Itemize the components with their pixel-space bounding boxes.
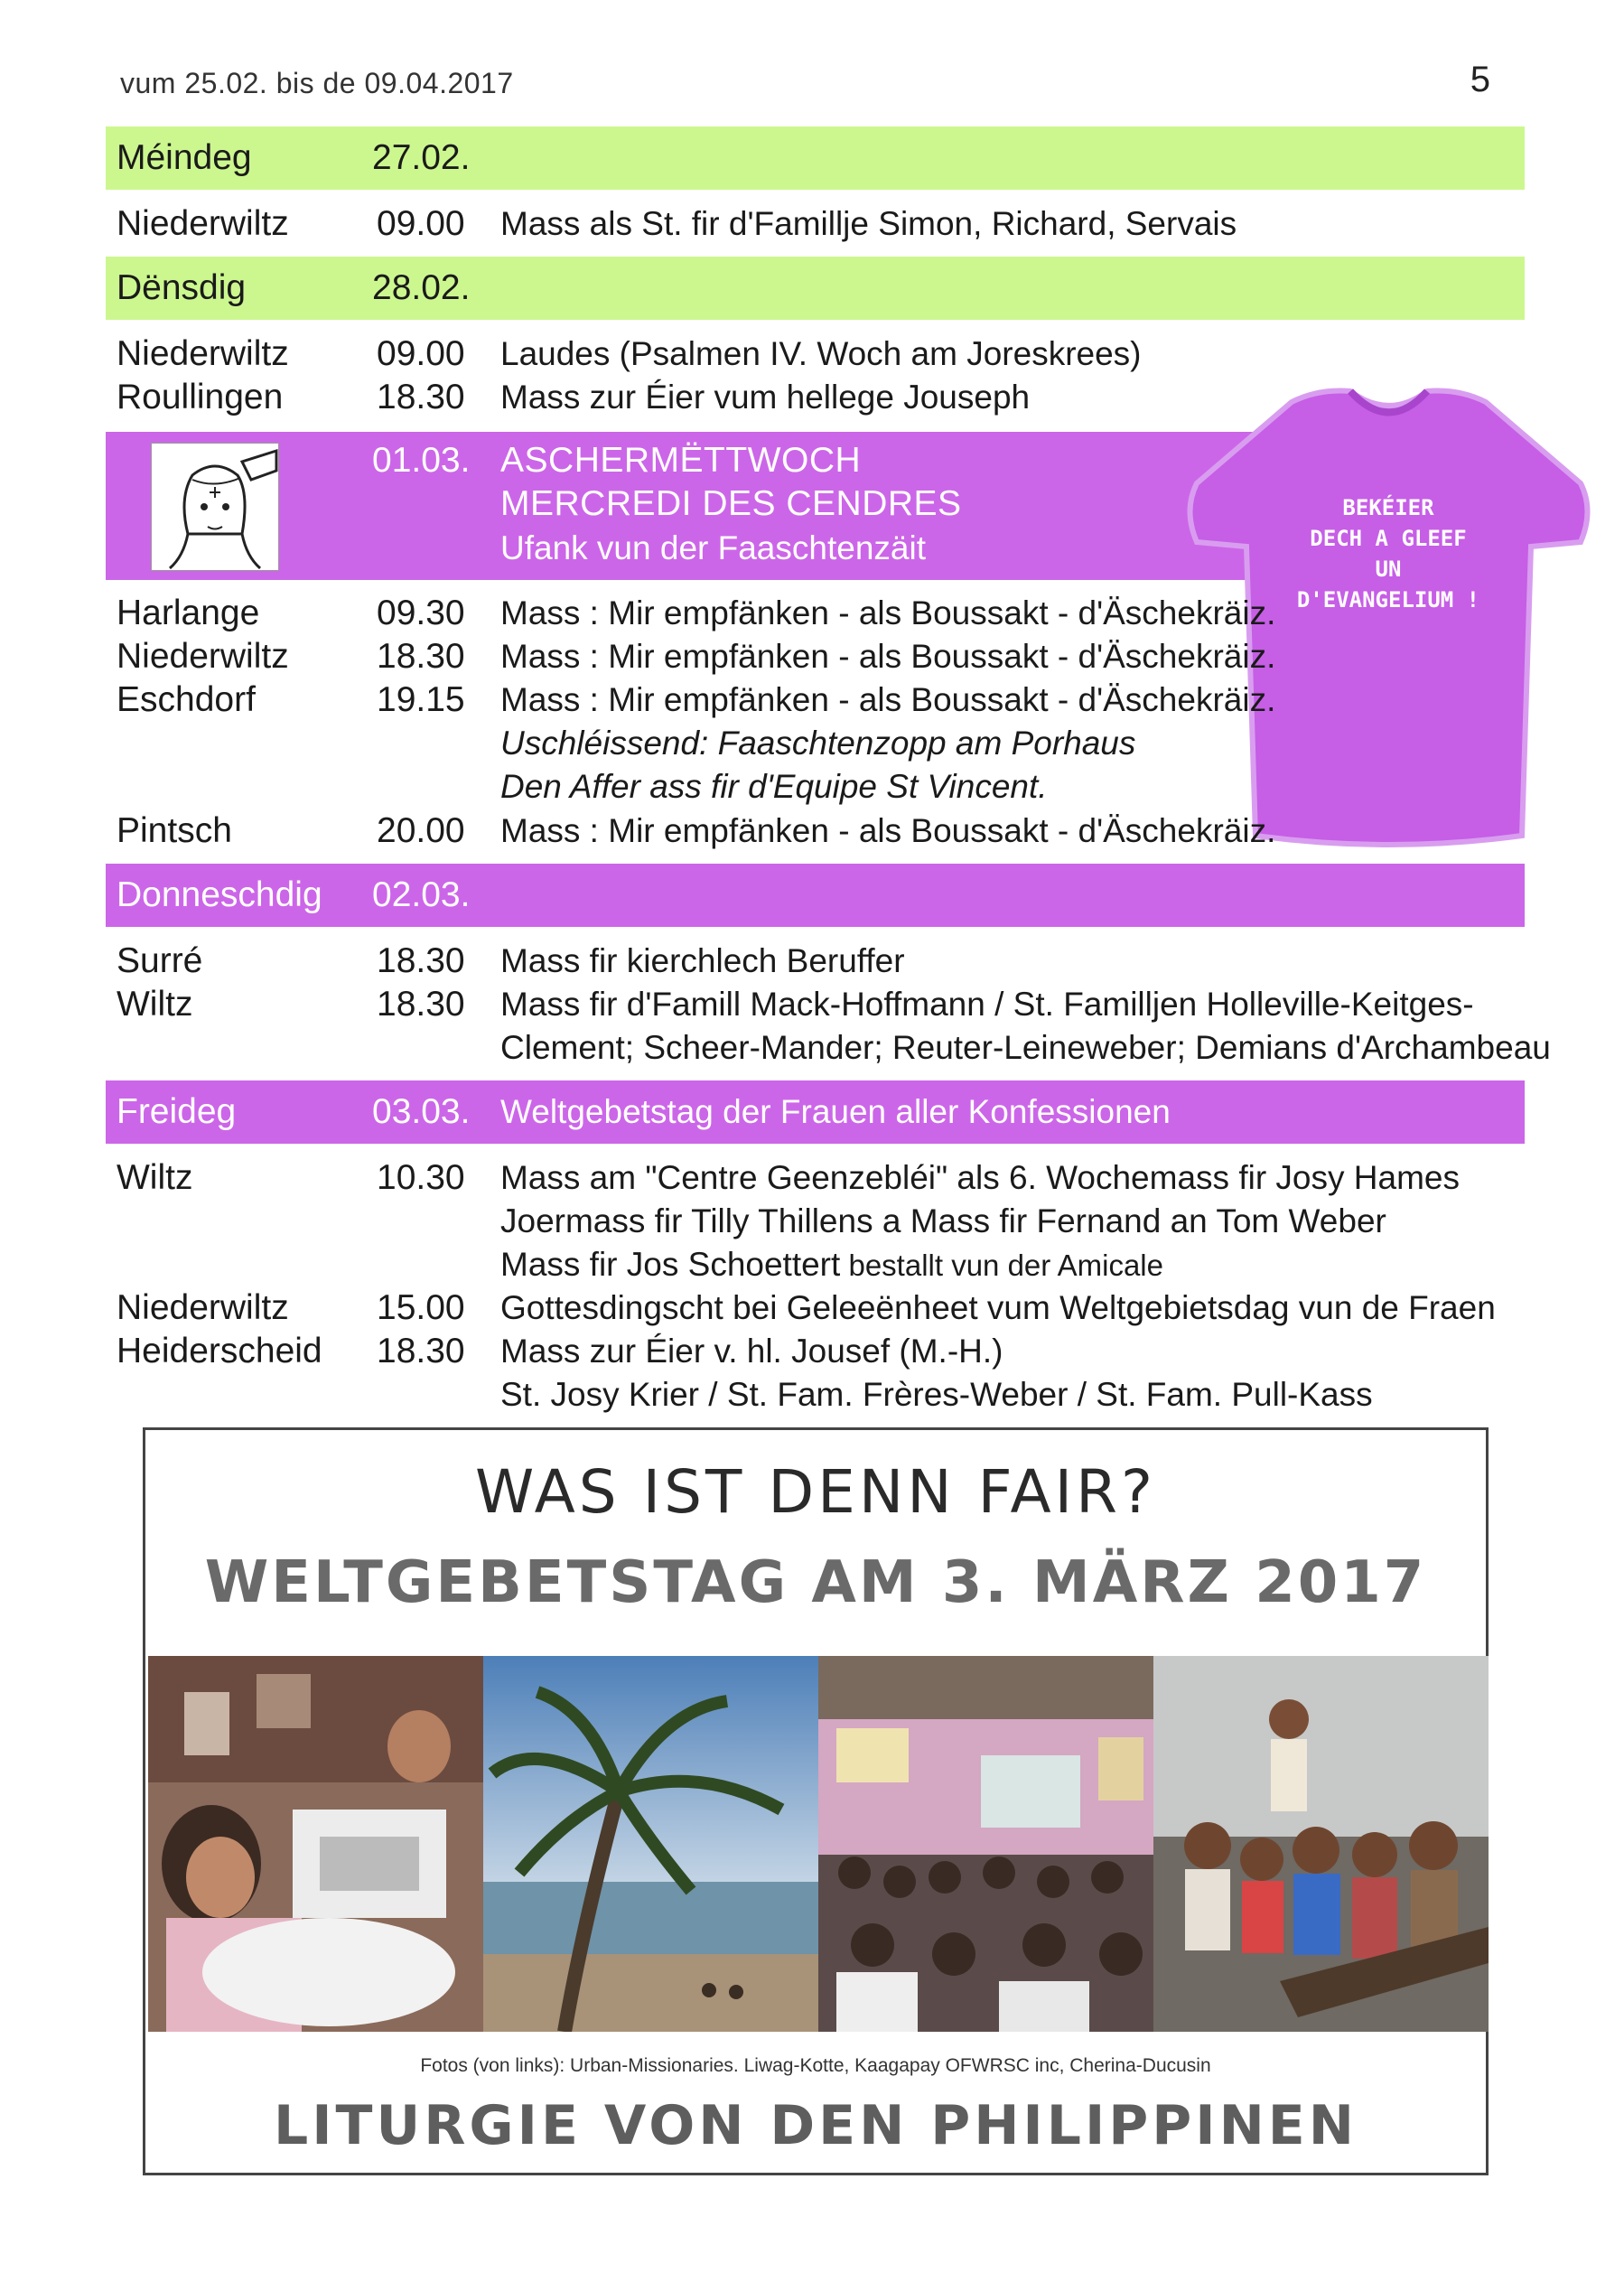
service-detail: bei Geleeënheet vum Weltgebietsdag vun de Fraen [723, 1289, 1496, 1326]
service-place: Eschdorf [117, 680, 256, 719]
service-text [500, 332, 1142, 376]
service-text [500, 1286, 1496, 1330]
service-place: Niederwiltz [117, 637, 289, 676]
ash-date: 01.03. [372, 441, 471, 480]
service-detail: als St. fir d'Famillje Simon, Richard, Servais [580, 205, 1237, 242]
service-keyword: Mass [500, 379, 581, 416]
service-place: Heiderscheid [117, 1332, 322, 1370]
service-time: 09.00 [377, 334, 465, 373]
service-place: Surré [117, 941, 203, 980]
service-text [500, 592, 1275, 635]
service-row [106, 332, 1525, 376]
service-place: Niederwiltz [117, 334, 289, 373]
service-place: Roullingen [117, 378, 284, 416]
service-row [106, 1156, 1525, 1200]
service-time: 18.30 [377, 637, 465, 676]
day-name: Méindeg [117, 138, 252, 177]
service-note-small: bestallt vun der Amicale [840, 1249, 1163, 1282]
service-place: Niederwiltz [117, 1288, 289, 1327]
service-time: 09.30 [377, 594, 465, 632]
tshirt-line: UN [1375, 556, 1402, 582]
service-time: 18.30 [377, 378, 465, 416]
service-text [500, 1330, 1003, 1373]
service-keyword: Mass [500, 1333, 581, 1370]
tshirt-line: BEKÉIER [1342, 495, 1434, 520]
service-row [106, 1330, 1525, 1373]
service-detail: : Mir empfänken - als Boussakt - d'Äschekräiz. [580, 681, 1276, 718]
service-row [106, 202, 1525, 246]
service-row-continued [106, 765, 1525, 809]
service-detail: : Mir empfänken - als Boussakt - d'Äschekräiz. [580, 638, 1276, 675]
service-detail: : Mir empfänken - als Boussakt - d'Äschekräiz. [580, 594, 1276, 631]
tshirt-line: D'EVANGELIUM ! [1296, 587, 1480, 613]
ash-title-fr: MERCREDI DES CENDRES [500, 484, 962, 523]
photo-garment-workers [148, 1656, 483, 2032]
service-keyword: Gottesdingscht [500, 1289, 723, 1326]
day-band-monday [106, 126, 1525, 190]
poster-footer-title: LITURGIE VON DEN PHILIPPINEN [274, 2094, 1358, 2157]
service-time: 18.30 [377, 1332, 465, 1370]
service-time: 15.00 [377, 1288, 465, 1327]
service-keyword: Mass [500, 812, 581, 849]
service-place: Pintsch [117, 811, 232, 850]
service-keyword: Mass [500, 681, 581, 718]
service-keyword: Mass [500, 205, 581, 242]
ash-title-lb: ASCHERMËTTWOCH [500, 441, 862, 480]
page-number: 5 [1470, 60, 1490, 99]
service-keyword: Mass [500, 1159, 581, 1196]
day-band-friday [106, 1080, 1525, 1144]
day-date: 28.02. [372, 268, 471, 307]
ash-cross-illustration [151, 443, 279, 571]
service-detail: (Psalmen IV. Woch am Joreskrees) [610, 335, 1142, 372]
day-band-tuesday [106, 257, 1525, 320]
service-detail: zur Éier vum hellege Jouseph [580, 379, 1031, 416]
service-row-continued [106, 1243, 1525, 1286]
service-note: St. Josy Krier / St. Fam. Frères-Weber / St. Fam. Pull-Kass [500, 1376, 1373, 1413]
day-name: Dënsdig [117, 268, 247, 307]
service-text [500, 809, 1275, 853]
day-band-thursday [106, 864, 1525, 927]
service-text [500, 202, 1237, 246]
service-detail: fir kierchlech Beruffer [580, 942, 905, 979]
service-time: 20.00 [377, 811, 465, 850]
service-text [500, 376, 1030, 419]
service-detail: fir d'Famill Mack-Hoffmann / St. Familljen Holleville-Keitges- [580, 986, 1474, 1023]
service-place: Niederwiltz [117, 204, 289, 243]
service-row [106, 940, 1525, 983]
service-text [500, 1156, 1460, 1200]
service-place: Harlange [117, 594, 260, 632]
service-keyword: Laudes [500, 335, 611, 372]
service-row-continued [106, 1026, 1551, 1070]
service-place: Wiltz [117, 1158, 193, 1197]
service-row-continued [106, 722, 1525, 765]
service-note [500, 1243, 1163, 1287]
service-text [500, 635, 1275, 678]
poster-photo-strip [148, 1656, 1483, 2032]
photo-palm-beach [483, 1656, 818, 2032]
service-place: Wiltz [117, 985, 193, 1024]
photo-children [1153, 1656, 1489, 2032]
service-keyword: Mass [500, 942, 581, 979]
service-note: Uschléissend: Faaschtenzopp am Porhaus [500, 725, 1136, 762]
service-time: 19.15 [377, 680, 465, 719]
day-date: 27.02. [372, 138, 471, 177]
poster-subtitle: WELTGEBETSTAG AM 3. MÄRZ 2017 [204, 1549, 1427, 1616]
service-note: Clement; Scheer-Mander; Reuter-Leineweber; Demians d'Archambeau [500, 1029, 1551, 1066]
service-row [106, 1286, 1525, 1330]
day-name: Freideg [117, 1092, 237, 1131]
day-date: 02.03. [372, 875, 471, 914]
service-text [500, 678, 1275, 722]
service-row [106, 635, 1525, 678]
service-text [500, 940, 905, 983]
service-time: 18.30 [377, 985, 465, 1024]
day-description: Weltgebetstag der Frauen aller Konfessionen [500, 1093, 1171, 1130]
service-detail: zur Éier v. hl. Jousef (M.-H.) [580, 1333, 1003, 1370]
service-text [500, 983, 1474, 1026]
service-note: Joermass fir Tilly Thillens a Mass fir Fernand an Tom Weber [500, 1202, 1386, 1239]
weltgebetstag-poster [143, 1427, 1489, 2175]
service-row [106, 809, 1525, 853]
service-row [106, 678, 1525, 722]
service-detail: : Mir empfänken - als Boussakt - d'Äschekräiz. [580, 812, 1276, 849]
service-row-continued [106, 1373, 1525, 1417]
service-time: 18.30 [377, 941, 465, 980]
service-time: 09.00 [377, 204, 465, 243]
service-note: Den Affer ass fir d'Equipe St Vincent. [500, 768, 1048, 805]
service-row-continued [106, 1200, 1525, 1243]
service-row [106, 983, 1525, 1026]
photo-classroom [818, 1656, 1153, 2032]
service-keyword: Mass [500, 986, 581, 1023]
service-row [106, 592, 1525, 635]
service-keyword: Mass [500, 638, 581, 675]
service-note-main: Mass fir Jos Schoettert [500, 1246, 841, 1283]
day-name: Donneschdig [117, 875, 322, 914]
service-detail: am "Centre Geenzebléi" als 6. Wochemass fir Josy Hames [580, 1159, 1460, 1196]
tshirt-line: DECH A GLEEF [1310, 526, 1467, 551]
service-keyword: Mass [500, 594, 581, 631]
poster-title: WAS IST DENN FAIR? [475, 1457, 1156, 1527]
ash-subtitle: Ufank vun der Faaschtenzäit [500, 529, 926, 566]
service-time: 10.30 [377, 1158, 465, 1197]
page-header-range: vum 25.02. bis de 09.04.2017 [120, 67, 514, 99]
day-date: 03.03. [372, 1092, 471, 1131]
poster-photo-caption: Fotos (von links): Urban-Missionaries. Liwag-Kotte, Kaagapay OFWRSC inc, Cherina-Ducusin [420, 2055, 1211, 2076]
